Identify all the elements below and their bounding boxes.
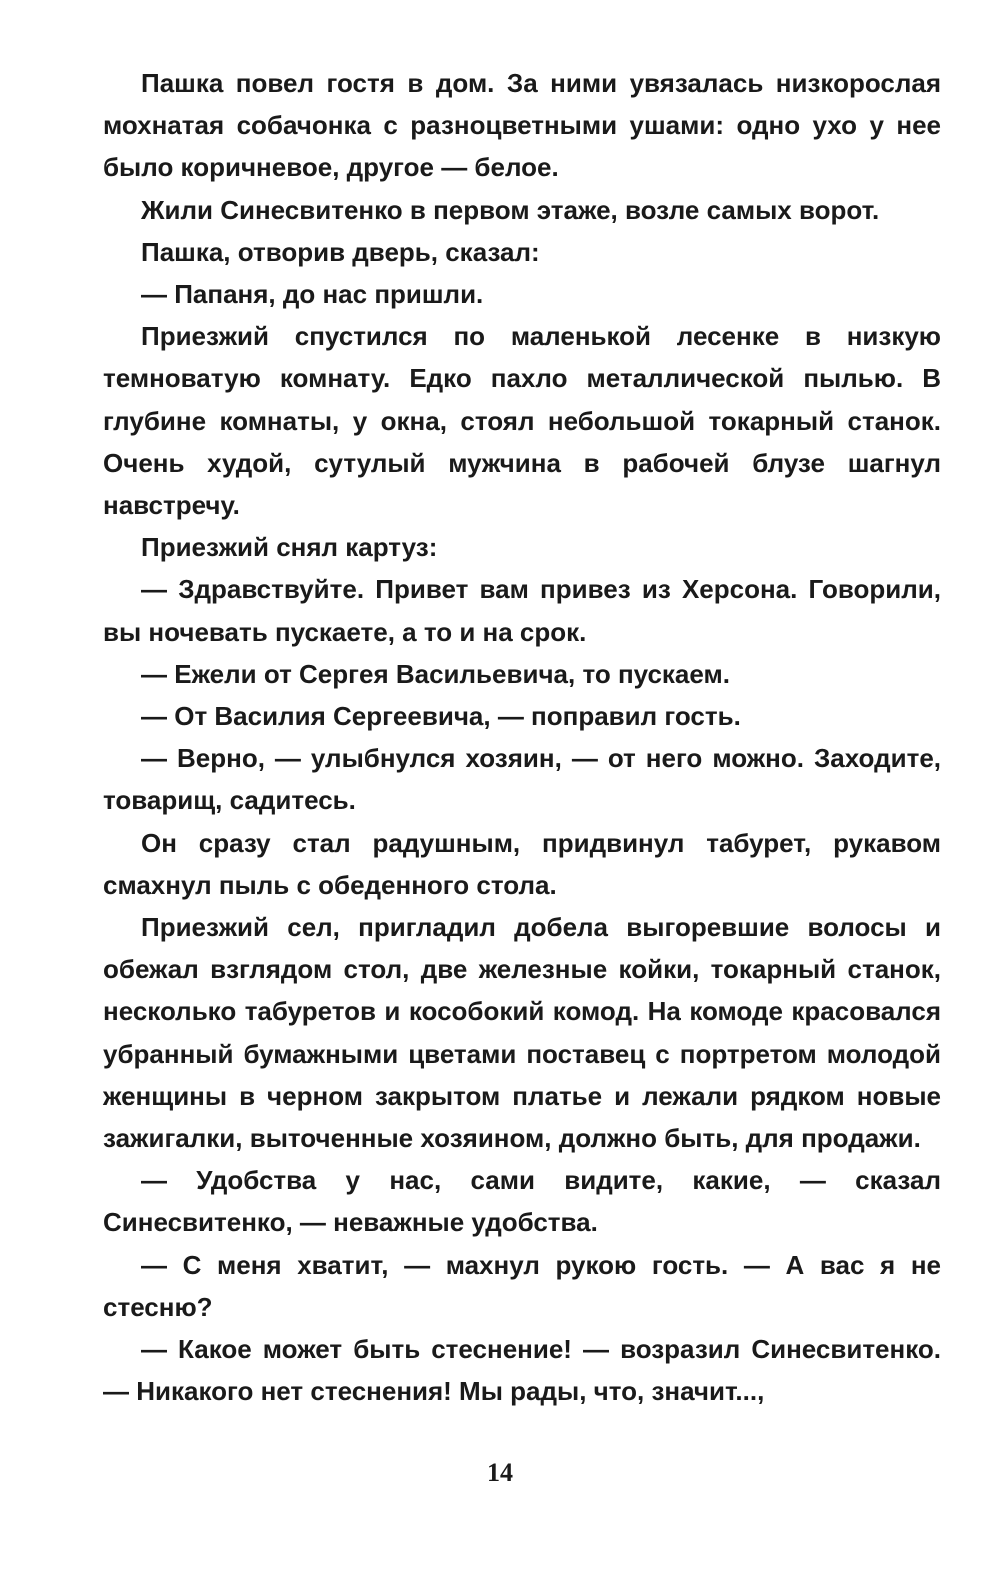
page-text bbox=[103, 62, 941, 1413]
paragraph: — Удобства у нас, сами видите, какие, — сказал Синесвитенко, — неважные удобства. bbox=[103, 1165, 941, 1238]
paragraph: Приезжий спустился по маленькой лесенке в низкую темноватую комнату. Едко пахло металлической пылью. В глубине комнаты, у окна, стоял небольшой токарный станок. Очень худой, сутулый мужчина в рабочей блузе шагнул навстречу. bbox=[103, 321, 941, 521]
paragraph: Приезжий снял картуз: bbox=[141, 532, 438, 563]
paragraph: Пашка, отворив дверь, сказал: bbox=[141, 236, 540, 267]
paragraph: — Ежели от Сергея Васильевича, то пускаем. bbox=[141, 658, 730, 689]
paragraph: — От Василия Сергеевича, — поправил гость. bbox=[141, 701, 741, 732]
paragraph: — Папаня, до нас пришли. bbox=[141, 279, 484, 310]
paragraph: — Какое может быть стеснение! — возразил Синесвитенко. — Никакого нет стеснения! Мы рады, что, значит..., bbox=[103, 1334, 941, 1407]
paragraph: Жили Синесвитенко в первом этаже, возле самых ворот. bbox=[141, 194, 880, 225]
paragraph: — С меня хватит, — махнул рукою гость. — А вас я не стесню? bbox=[103, 1249, 941, 1322]
page-number: 14 bbox=[487, 1458, 513, 1487]
paragraph: — Здравствуйте. Привет вам привез из Херсона. Говорили, вы ночевать пускаете, а то и на срок. bbox=[103, 574, 941, 647]
paragraph: — Верно, — улыбнулся хозяин, — от него можно. Заходите, товарищ, садитесь. bbox=[103, 743, 941, 816]
paragraph: Пашка повел гостя в дом. За ними увязалась низкорослая мохнатая собачонка с разноцветными ушами: одно ухо у нее было коричневое, другое — белое. bbox=[103, 68, 941, 183]
paragraph: Он сразу стал радушным, придвинул табурет, рукавом смахнул пыль с обеденного стола. bbox=[103, 827, 941, 900]
paragraph: Приезжий сел, пригладил добела выгоревшие волосы и обежал взглядом стол, две железные койки, токарный станок, несколько табуретов и кособокий комод. На комоде красовался убранный бумажными цветами поставец с портретом молодой женщины в черном закрытом платье и лежали рядком новые зажигалки, выточенные хозяином, должно быть, для продажи. bbox=[103, 912, 941, 1154]
